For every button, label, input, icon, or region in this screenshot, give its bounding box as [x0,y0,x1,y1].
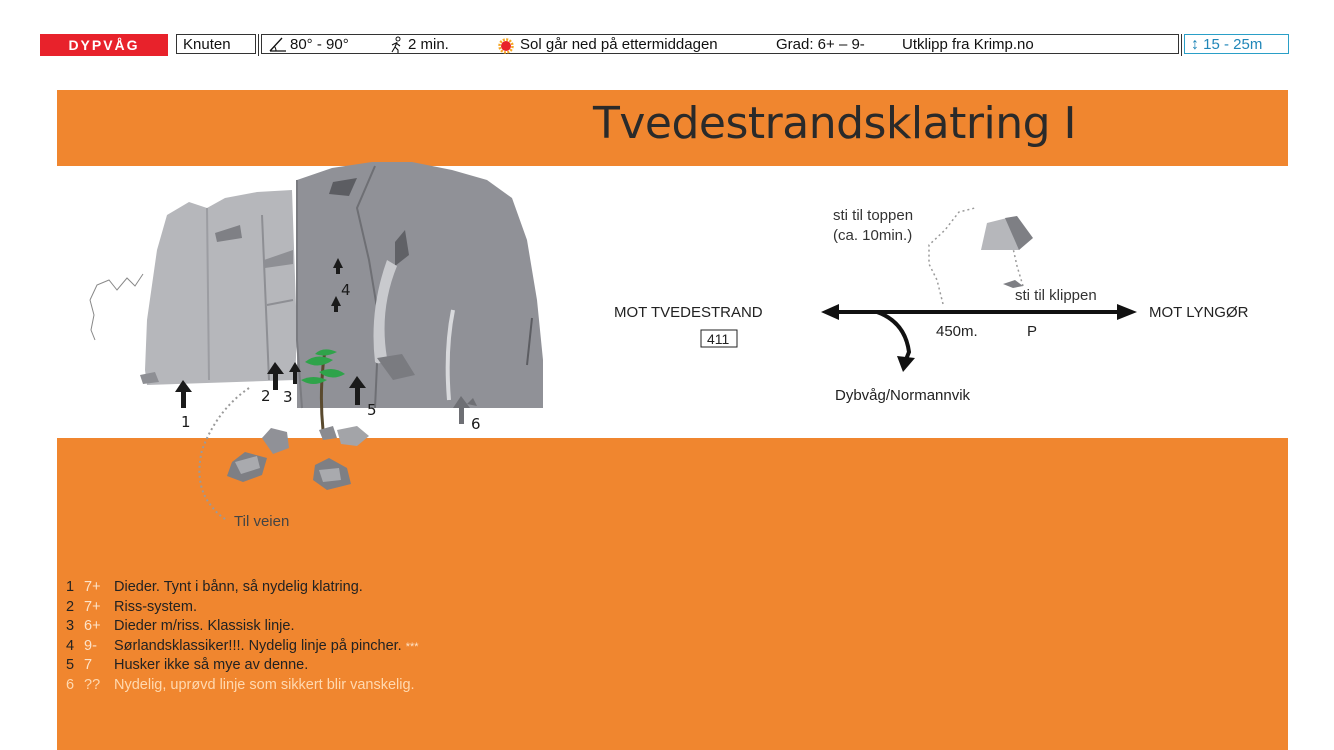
road-number: 411 [707,331,730,347]
topo-title: Tvedestrandsklatring I [593,98,1076,149]
path-to-road-label: Til veien [234,513,290,530]
route-description: Riss-system. [114,598,197,615]
direction-left: MOT TVEDESTRAND [614,304,763,321]
route-number: 5 [66,657,75,673]
area-tag: DYPVÅG [40,34,168,56]
boulder [262,428,289,454]
arrow-left [821,304,839,320]
route-description: Dieder m/riss. Klassisk linje. [114,618,295,634]
topo-drawing [57,90,1288,570]
crag-info-box [261,34,1179,54]
route-number: 6 [66,676,75,693]
route-number: 2 [66,598,75,615]
height-value: 15 - 25m [1203,36,1263,53]
route-stars: *** [405,640,419,653]
route-grade: 7 [84,657,93,673]
side-road [877,312,909,362]
route-grade: 9- [84,637,97,654]
sun-info: Sol går ned på ettermiddagen [520,36,718,53]
path-to-top-time: (ca. 10min.) [833,227,913,244]
height-arrows-icon: ↕ [1191,36,1199,53]
walker-icon [387,36,405,60]
crag-name: Knuten [176,34,256,54]
direction-right: MOT LYNGØR [1149,304,1249,321]
rock-outline [90,274,143,300]
route-number: 3 [66,618,75,634]
route-marker: 6 [471,415,481,433]
route-description: Husker ikke så mye av denne. [114,657,309,673]
trail-path [199,388,249,520]
route-marker: 4 [341,281,351,299]
route-number: 4 [66,637,75,654]
parking-label: P [1027,323,1038,340]
route-grade: ?? [84,676,101,693]
route-grade: 7+ [84,579,101,595]
boulder [337,426,369,446]
route-description: Sørlandsklassiker!!!. Nydelig linje på pincher. [114,637,402,654]
side-road-label: Dybvåg/Normannvik [835,387,971,404]
rock-outline [90,300,95,340]
route-description: Nydelig, uprøvd linje som sikkert blir vanskelig. [114,676,415,693]
route-marker: 5 [367,401,377,419]
approach-time: 2 min. [408,36,449,53]
trail-to-top [929,208,975,304]
route-number: 1 [66,579,75,595]
path-to-top-label: sti til toppen [833,207,914,224]
route-marker: 3 [283,388,293,406]
side-road-arrow [897,356,915,372]
source-note: Utklipp fra Krimp.no [902,36,1034,53]
sun-icon [497,37,515,61]
grade-range: Grad: 6+ – 9- [776,36,865,53]
divider [258,34,259,56]
rock-face-left [145,190,297,385]
divider [1181,34,1182,56]
angle-value: 80° - 90° [290,36,349,53]
route-grade: 6+ [84,618,101,634]
route-description: Dieder. Tynt i bånn, så nydelig klatring. [114,579,363,595]
route-marker: 2 [261,387,271,405]
distance-label: 450m. [936,323,978,340]
topo-panel [57,90,1288,750]
route-marker: 1 [181,413,191,431]
route-grade: 7+ [84,598,101,615]
arrow-right [1117,304,1137,320]
height-box [1184,34,1289,54]
angle-icon [268,35,288,59]
path-to-crag-label: sti til klippen [1015,287,1097,304]
